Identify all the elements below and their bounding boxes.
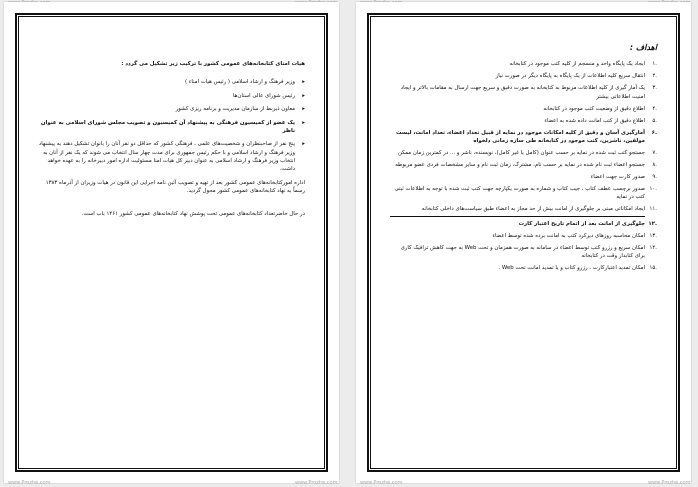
goal-item: [390, 105, 657, 113]
goal-number: ۱۳.: [649, 233, 657, 240]
goal-text: صدور برچسب عطف کتاب ، جیب کتاب و شماره به صورت یکپارچه جهت کتب ثبت شده با توجه به اطلاعات ثبتی کتب در نمایه: [394, 185, 645, 201]
goals-heading: اهداف :: [629, 43, 657, 52]
goal-text: امکان تمدید اعتبارکارت ، رزرو کتاب و یا تمدید امانت تحت Web .: [498, 265, 645, 272]
watermark: www.Prozhe.com: [295, 480, 338, 486]
goal-item: [390, 117, 657, 125]
goal-number: ۸.: [652, 161, 657, 168]
right-page: [356, 2, 691, 483]
goal-number: ۱۰.: [649, 185, 657, 192]
board-intro: هیات امنای کتابخانه‌های عمومی کشور با ترکیب زیر تشکیل می گردد :: [121, 61, 305, 67]
goal-number: ۱۴.: [649, 245, 657, 252]
goal-item: [390, 244, 657, 261]
board-member-item: ▸ وزیر فرهنگ و ارشاد اسلامی ( رئیس هیات امناء ): [38, 78, 295, 86]
goal-item: [390, 72, 657, 80]
paragraph: اداره امورکتابخانه‌های عمومی کشور بعد از تهیه و تصویب آئین نامه اجرایی این قانون در هیات وزیران از آذرماه ۱۳۸۳ رسماً به نهاد کتابخانه‌های عمومی کشور محول گردید.: [45, 179, 305, 195]
goal-item: [390, 185, 657, 202]
watermark: www.Prozhe.com: [648, 480, 691, 486]
goal-number: ۳.: [652, 85, 657, 92]
board-member-item: ▸ رئیس شورای عالی استان‌ها: [38, 92, 295, 100]
left-page-content: [38, 60, 305, 228]
watermark: www.Prozhe.com: [360, 480, 403, 486]
goals-list: [390, 60, 657, 272]
goal-number: ۱۱.: [649, 206, 657, 213]
goal-text: امکان محاسبه روزهای دیرکرد کتب به امانت برده شده توسط اعضاء: [492, 233, 645, 240]
goal-item: [390, 264, 657, 272]
goal-number: ۵.: [652, 117, 657, 124]
goal-text: جستجو کتب ثبت شده در نمایه بر حسب عنوان (کامل یا غیر کامل)، نویسنده، ناشر و ... در کمترین زمان ممکن: [398, 149, 645, 156]
board-member-item: ▸ پنج نفر از صاحبنظران و شخصیت‌های علمی ، فرهنگی کشور که حداقل دو نفر آنان را بانوان تشکیل دهند به پیشنهاد وزیر فرهنگ و ارشاد اسلامی و با حکم رئیس جمهوری برای مدت چهار سال انتخاب می شوند که یک نفر از آنان به انتخاب وزیر فرهنگ و ارشاد اسلامی به عنوان دبیر کل هیات امنا مسئولیت اداره امور دبیرخانه را به عهده خواهد داشت.: [38, 140, 295, 174]
goal-item: [390, 84, 657, 101]
right-page-content: [390, 42, 657, 276]
goal-item: [390, 129, 657, 146]
left-page: [4, 2, 339, 483]
goal-item: [390, 205, 657, 216]
paragraphs: [38, 179, 305, 218]
goal-text: یک آمار گیری از کلیه اطلاعات مربوط به کتابخانه به صورت دقیق و سریع جهت ارسال به مقامات بالاتر و ایجاد امنیت اطلاعاتی بیشتر: [400, 85, 645, 100]
goal-text: انتقال سریع کلیه اطلاعات از یک پایگاه به پایگاه دیگر در صورت نیاز: [495, 73, 645, 80]
goal-number: ۱۵.: [649, 265, 657, 272]
goal-number: ۲.: [652, 73, 657, 80]
goal-number: ۱۲.: [648, 221, 657, 228]
goal-item: [390, 149, 657, 157]
goal-number: ۴.: [652, 105, 657, 112]
goal-number: ۱.: [652, 61, 657, 68]
board-members-list: [38, 78, 305, 173]
board-member-item: ▸ معاون ذیربط از سازمان مدیریت و برنامه ریزی کشور: [38, 105, 295, 113]
goal-text: ایجاد امکاناتی مبنی بر جلوگیری از امانت بیش از حد مجاز به اعضاء طبق سیاست‌های داخلی کتابخانه: [421, 206, 645, 213]
watermark: www.Prozhe.com: [8, 480, 51, 486]
goal-text: جستجو اعضاء ثبت نام شده در نمایه بر حسب نام، مشترک، زمان ثبت نام و سایر مشخصات فردی عضو مربوطه: [395, 161, 645, 168]
goal-text: جلوگیری از امانت بعد از اتمام تاریخ اعتبار کارت: [518, 221, 645, 228]
goal-text: ایجاد یک پایگاه واحد و منسجم از کلیه کتب موجود در کتابخانه: [509, 61, 645, 68]
goal-item: [390, 60, 657, 68]
goal-text: اطلاع دقیق از کتب امانت داده شده به اعضاء: [544, 117, 645, 124]
goal-item: [390, 173, 657, 181]
goal-number: ۷.: [652, 149, 657, 156]
goal-text: امکان سریع و رزرو کتب توسط اعضاء در سامانه به صورت همزمان و تحت Web به جهت کاهش ترافیک کاری برای کتابدار وقت در کتابخانه: [400, 245, 645, 260]
goal-item: [390, 232, 657, 240]
board-member-item: ▸ یک عضو از کمیسیون فرهنگی به پیشنهاد آن کمیسیون و تصویب مجلس شورای اسلامی به عنوان ناظر: [38, 119, 295, 136]
goal-item: [390, 220, 657, 228]
goal-text: صدور کارت جهت اعضاء: [590, 173, 645, 180]
goal-number: ۹.: [652, 173, 657, 180]
goal-text: آمارگیری آسان و دقیق از کلیه امکانات موجود در نمایه از قبیل تعداد اعضاء، تعداد امانت، لیست مولفین، ناشرین، کتب موجود در کتابخانه طی سازه زمانی دلخواه: [396, 129, 645, 144]
goal-item: [390, 161, 657, 169]
goal-text: اطلاع دقیق از وضعیت کتب موجود در کتابخانه: [543, 105, 645, 112]
paragraph: در حال حاضرتعداد کتابخانه‌های عمومی تحت پوشش نهاد کتابخانه‌های عمومی کشور ۱۴۶۱ باب است.: [81, 210, 305, 217]
goal-number: ۶.: [651, 129, 657, 136]
